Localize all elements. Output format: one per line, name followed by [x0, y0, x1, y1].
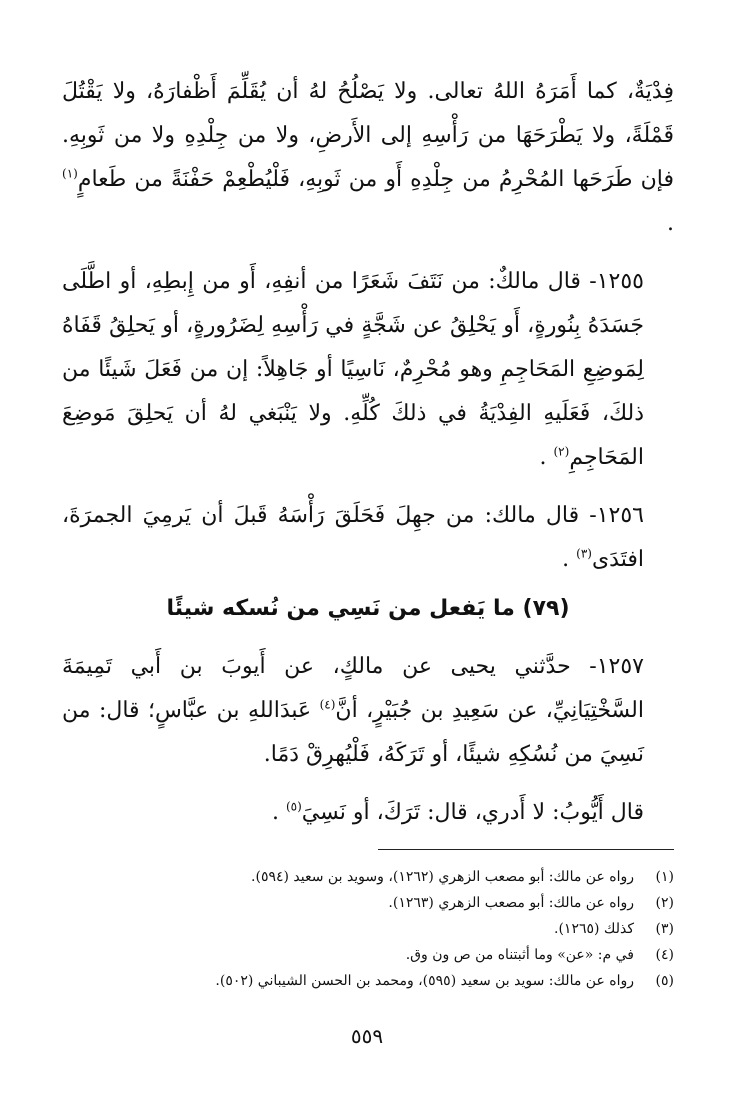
- footnote-text: رواه عن مالك: سويد بن سعيد (٥٩٥)، ومحمد بن الحسن الشيباني (٥٠٢).: [215, 973, 634, 989]
- paragraph-1255: [62, 260, 674, 480]
- paragraph-text: قال أَيُّوبُ: لا أَدري، قال: تَرَكَ، أو نَسِيَ: [301, 800, 644, 825]
- footnote-number: (١): [655, 869, 674, 885]
- footnote-ref-2: (٢): [553, 444, 570, 459]
- paragraph-end: .: [539, 445, 554, 470]
- footnote-text: رواه عن مالك: أبو مصعب الزهري (١٢٦٣).: [388, 895, 634, 911]
- footnote-item: [62, 968, 674, 994]
- footnote-number: (٢): [655, 895, 674, 911]
- footnote-number: (٣): [655, 921, 674, 937]
- footnote-ref-4: (٤): [319, 697, 336, 712]
- footnote-item: [62, 942, 674, 968]
- paragraph-ayyub: [62, 791, 674, 835]
- paragraph-end: .: [667, 211, 674, 236]
- footnotes-list: [62, 864, 674, 994]
- footnote-text: رواه عن مالك: أبو مصعب الزهري (١٢٦٢)، وسويد بن سعيد (٥٩٤).: [251, 869, 634, 885]
- paragraph-1257: [62, 645, 674, 777]
- paragraph-text: ١٢٥٦- قال مالك: من جهِلَ فَحَلَقَ رَأْسَهُ قَبلَ أن يَرمِيَ الجمرَةَ، افتَدَى: [62, 503, 644, 572]
- paragraph-end: .: [562, 547, 577, 572]
- footnote-item: [62, 916, 674, 942]
- footnote-ref-1: (١): [62, 166, 78, 181]
- footnote-text: في م: «عن» وما أثبتناه من ص ون وق.: [405, 947, 634, 963]
- paragraph-1256: [62, 494, 674, 582]
- section-heading: (٧٩) ما يَفعل من نَسِي من نُسكه شيئًا: [166, 596, 570, 621]
- paragraph-text: فِدْيَةٌ، كما أَمَرَهُ اللهُ تعالى. ولا يَصْلُحُ لهُ أن يُقَلِّمَ أَظْفارَهُ، ولا يَقْتُلَ قَمْلَةً، ولا يَطْرَحَهَا من رَأْسِهِ إلى الأَرضِ، ولا من جِلْدِهِ ولا من ثَوبِهِ. فإن طَرَحَها المُحْرِمُ من جِلْدِهِ أَو من ثَوبِهِ، فَلْيُطْعِمْ حَفْنَةً من طَعامٍ: [62, 79, 675, 192]
- paragraph-text-cont: عَبدَاللهِ بن عبَّاسٍ؛ قال: من نَسِيَ من نُسُكِهِ شيئًا، أو تَرَكَهُ، فَلْيُهرِقْ دَمًا.: [62, 698, 644, 767]
- paragraph-text: ١٢٥٧- حدَّثني يحيى عن مالكٍ، عن أَيوبَ بن أَبي تَمِيمَةَ السَّخْتِيَانِيِّ، عن سَعِيدِ بن جُبَيْرٍ، أنَّ: [62, 654, 644, 723]
- footnote-item: [62, 890, 674, 916]
- footnote-number: (٥): [655, 973, 674, 989]
- paragraph-continuation: [62, 70, 674, 246]
- footnote-divider: [378, 849, 674, 850]
- footnote-ref-3: (٣): [576, 546, 592, 561]
- footnote-number: (٤): [655, 947, 674, 963]
- footnote-item: [62, 864, 674, 890]
- paragraph-end: .: [271, 800, 286, 825]
- footnote-ref-5: (٥): [285, 799, 302, 814]
- paragraph-text: ١٢٥٥- قال مالكٌ: من نَتَفَ شَعَرًا من أنفِهِ، أَو من إِبطِهِ، أو اطَّلَى جَسَدَهُ بِنُورةٍ، أَو يَحْلِقُ عن شَجَّةٍ في رَأْسِهِ لِضَرُورةٍ، أو يَحلِقُ قَفَاهُ لِمَوضِعِ المَحَاجِمِ وهو مُحْرِمٌ، نَاسِيًا أو جَاهِلاً: إن من فَعَلَ شَيئًا من ذلكَ، فَعَلَيهِ الفِدْيَةُ في ذلكَ كُلِّهِ. ولا يَنْبَغي لهُ أن يَحلِقَ مَوضِعَ المَحَاجِمِ: [62, 269, 644, 470]
- footnote-text: كذلك (١٢٦٥).: [554, 921, 634, 937]
- page-number: ٥٥٩: [350, 1024, 384, 1048]
